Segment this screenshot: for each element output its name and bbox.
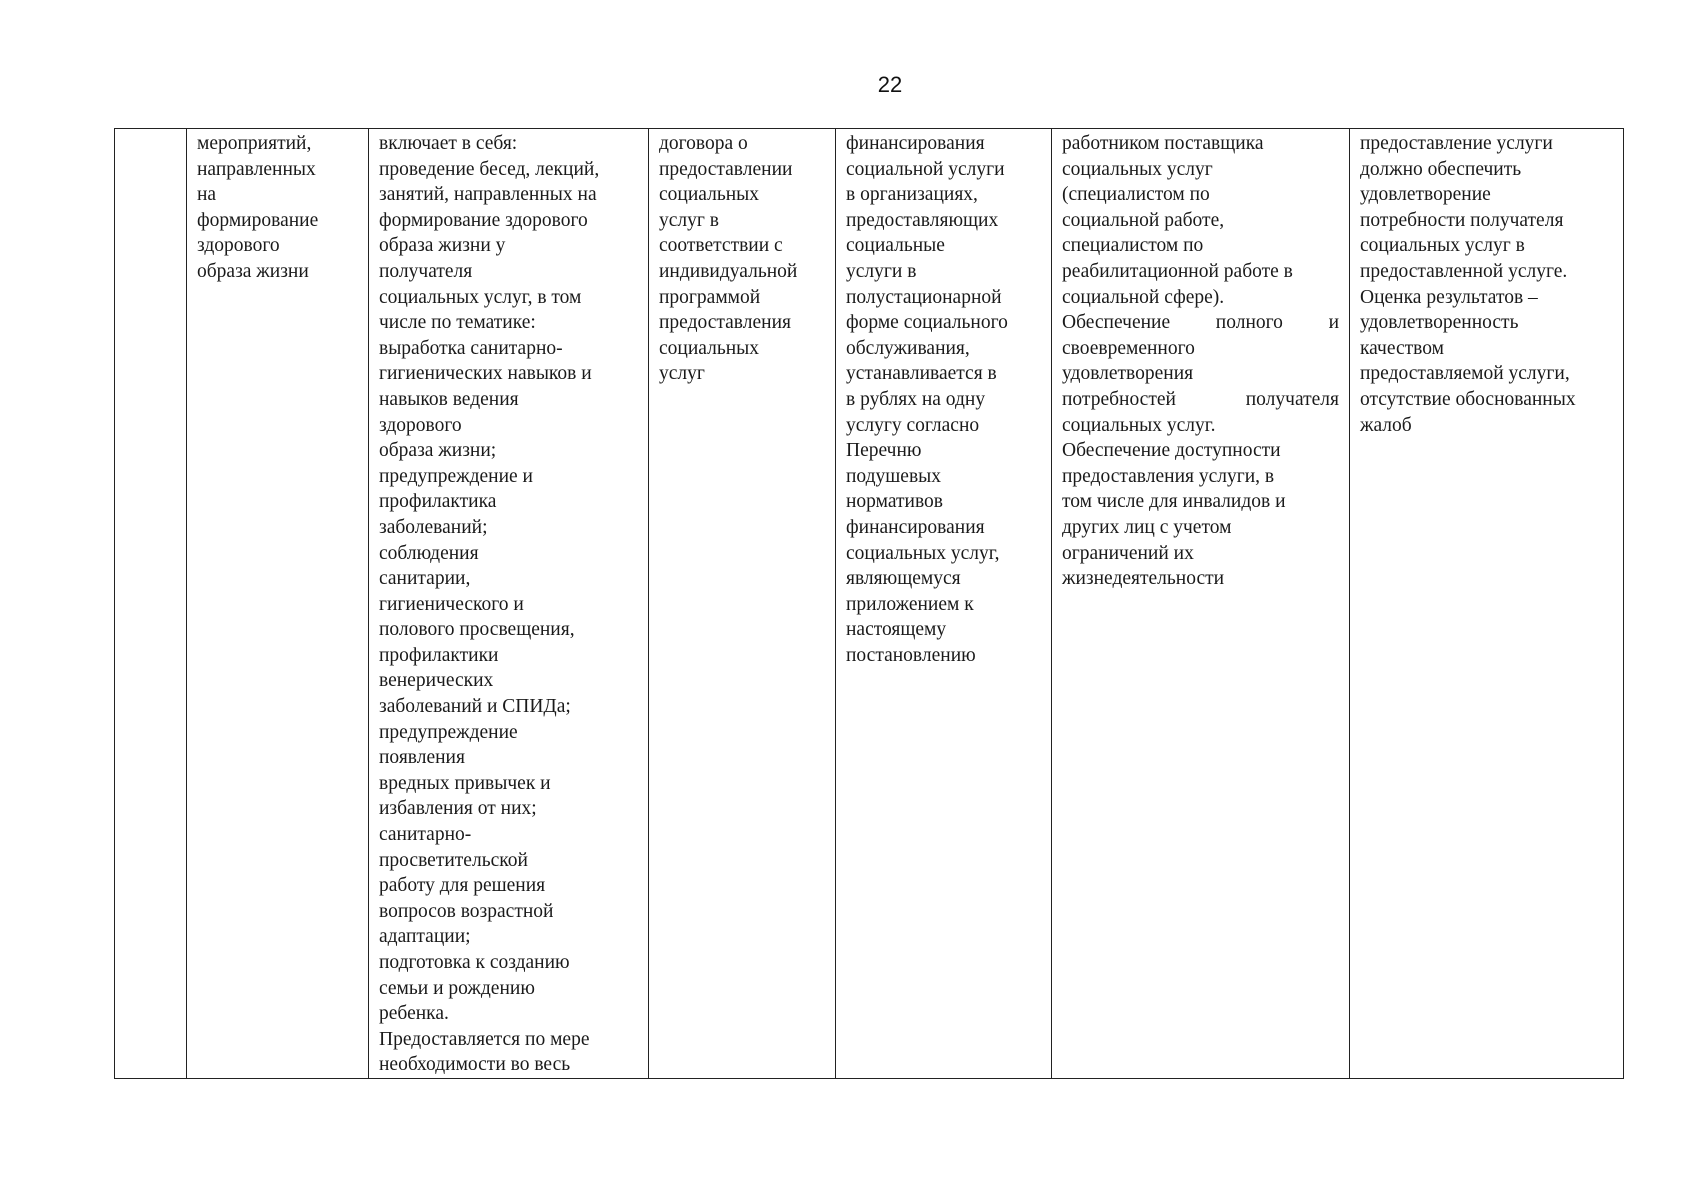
cell-text-line: мероприятий, [197, 133, 312, 154]
cell-text-line: жизнедеятельности [1062, 568, 1225, 590]
cell-text-line: удовлетворенность [1360, 312, 1519, 334]
cell-service-name [187, 129, 369, 1079]
cell-text-line: социальных услуг, [846, 542, 1000, 564]
cell-text-line: жалоб [1360, 414, 1412, 436]
cell-text-line: направленных [197, 158, 316, 180]
cell-text-line: полустационарной [846, 286, 1002, 308]
cell-text-line: в организациях, [846, 184, 978, 206]
cell-text-line: адаптации; [379, 926, 471, 948]
cell-text-line [1062, 310, 1339, 336]
cell-text-line: проведение бесед, лекций, [379, 158, 600, 180]
cell-text-line: заболеваний и СПИДа; [379, 696, 571, 718]
cell-text-word: потребностей [1062, 388, 1176, 410]
cell-text-line: на [197, 184, 217, 206]
cell-text-line: формирование здорового [379, 209, 588, 231]
cell-text-line: (специалистом по [1062, 184, 1210, 206]
cell-text-line: избавления от них; [379, 798, 537, 820]
cell-text-line: ограничений их [1062, 542, 1194, 564]
cell-text-line: гигиенического и [379, 593, 524, 615]
cell-text-line: выработка санитарно- [379, 337, 563, 359]
cell-text-line: своевременного [1062, 337, 1195, 359]
cell-text-line: социальных [659, 337, 760, 359]
cell-text-line: социальной работе, [1062, 209, 1225, 231]
cell-text-line: обслуживания, [846, 337, 970, 359]
page-number: 22 [877, 72, 903, 97]
cell-text-line: здорового [379, 414, 462, 436]
table-row [115, 129, 1624, 1079]
cell-text-line: предоставления [659, 312, 791, 334]
cell-text-line: навыков ведения [379, 388, 519, 410]
cell-text-line: удовлетворение [1360, 184, 1491, 206]
cell-evaluation-conditions [1350, 129, 1624, 1079]
cell-text-line: предоставление услуги [1360, 133, 1553, 154]
cell-text-line: профилактики [379, 644, 499, 666]
cell-text-line: потребности получателя [1360, 209, 1564, 231]
cell-per-capita-norm [836, 129, 1052, 1079]
cell-service-description [369, 129, 649, 1079]
cell-text-line: формирование [197, 209, 319, 231]
cell-text-line: настоящему [846, 619, 947, 641]
cell-text-line [1062, 387, 1339, 413]
cell-text-line: предупреждение и [379, 465, 533, 487]
cell-text-line: получателя [379, 260, 473, 282]
cell-text-line: социальных услуг. [1062, 414, 1216, 436]
cell-text-line: программой [659, 286, 761, 308]
cell-text-line: удовлетворения [1062, 363, 1194, 385]
cell-text-line: других лиц с учетом [1062, 516, 1232, 538]
cell-text-line: подушевых [846, 465, 942, 487]
cell-text-line: венерических [379, 670, 494, 692]
cell-text-line: услуги в [846, 260, 917, 282]
cell-text-line: социальные [846, 235, 945, 257]
cell-text-line: просветительской [379, 849, 528, 871]
cell-text-line: социальных [659, 184, 760, 206]
cell-text-line: числе по тематике: [379, 312, 536, 334]
cell-text-line: семьи и рождению [379, 977, 535, 999]
cell-text-line: предоставленной услуге. [1360, 260, 1568, 282]
cell-text-line: социальной сфере). [1062, 286, 1225, 308]
cell-text-line: постановлению [846, 644, 976, 666]
cell-text-line: санитарно- [379, 824, 472, 846]
cell-text-line: включает в себя: [379, 133, 518, 154]
cell-text-line: образа жизни; [379, 440, 497, 462]
cell-text-line: предоставляемой услуги, [1360, 363, 1570, 385]
cell-text-line: ребенка. [379, 1003, 449, 1025]
cell-text-line: реабилитационной работе в [1062, 260, 1293, 282]
cell-text-line: Оценка результатов – [1360, 286, 1538, 308]
cell-text-line: договора о [659, 133, 748, 154]
cell-text-line: здорового [197, 235, 280, 257]
cell-text-line: вопросов возрастной [379, 900, 554, 922]
cell-text-line: услуг [659, 363, 705, 385]
cell-text-line: занятий, направленных на [379, 184, 597, 206]
cell-quality-indicators [1052, 129, 1350, 1079]
cell-text-line: предоставляющих [846, 209, 999, 231]
cell-text-line: предупреждение [379, 721, 518, 743]
cell-text-line: предоставлении [659, 158, 793, 180]
cell-text-line: заболеваний; [379, 516, 488, 538]
cell-text-line: образа жизни [197, 260, 309, 282]
cell-text-line: полового просвещения, [379, 619, 575, 641]
cell-text-line: появления [379, 747, 465, 769]
cell-text-line: санитарии, [379, 568, 471, 590]
cell-text-word: полного [1215, 312, 1283, 334]
cell-text-line: Предоставляется по мере [379, 1028, 590, 1050]
cell-text-line: должно обеспечить [1360, 158, 1522, 180]
cell-text-line: в рублях на одну [846, 388, 986, 410]
cell-text-line: соблюдения [379, 542, 479, 564]
cell-text-line: работу для решения [379, 875, 546, 897]
cell-text-line: образа жизни у [379, 235, 506, 257]
services-table [114, 128, 1624, 1079]
cell-text-line: соответствии с [659, 235, 783, 257]
cell-text-line: вредных привычек и [379, 772, 551, 794]
cell-text-line: социальных услуг, в том [379, 286, 582, 308]
cell-number [115, 129, 187, 1079]
cell-text-line: финансирования [846, 133, 985, 154]
cell-text-line: социальных услуг в [1360, 235, 1525, 257]
cell-text-line: работником поставщика [1062, 133, 1264, 154]
cell-text-line: нормативов [846, 491, 943, 513]
cell-text-line: индивидуальной [659, 260, 798, 282]
cell-text-line: форме социального [846, 312, 1008, 334]
cell-text-line: финансирования [846, 516, 985, 538]
cell-text-line: подготовка к созданию [379, 952, 570, 973]
cell-text-line: отсутствие обоснованных [1360, 388, 1576, 410]
cell-text-line: специалистом по [1062, 235, 1204, 257]
cell-text-line: профилактика [379, 491, 497, 513]
cell-text-line: приложением к [846, 593, 974, 615]
cell-text-line: гигиенических навыков и [379, 363, 592, 385]
cell-text-word: Обеспечение [1062, 312, 1171, 334]
cell-text-line: качеством [1360, 337, 1444, 359]
cell-text-line: Обеспечение доступности [1062, 440, 1281, 462]
cell-text-line: социальных услуг [1062, 158, 1213, 180]
cell-text-word: получателя [1245, 388, 1339, 410]
cell-text-line: являющемуся [846, 568, 961, 590]
cell-text-line: устанавливается в [846, 363, 997, 385]
cell-text-line: Перечню [846, 440, 922, 462]
cell-text-line: социальной услуги [846, 158, 1005, 180]
cell-text-word: и [1328, 312, 1339, 334]
cell-text-line: предоставления услуги, в [1062, 465, 1275, 487]
cell-text-line: том числе для инвалидов и [1062, 491, 1286, 513]
cell-text-line: услуг в [659, 209, 719, 231]
cell-text-line: услугу согласно [846, 414, 980, 436]
cell-text-line: необходимости во весь [379, 1054, 571, 1076]
cell-service-term [649, 129, 836, 1079]
